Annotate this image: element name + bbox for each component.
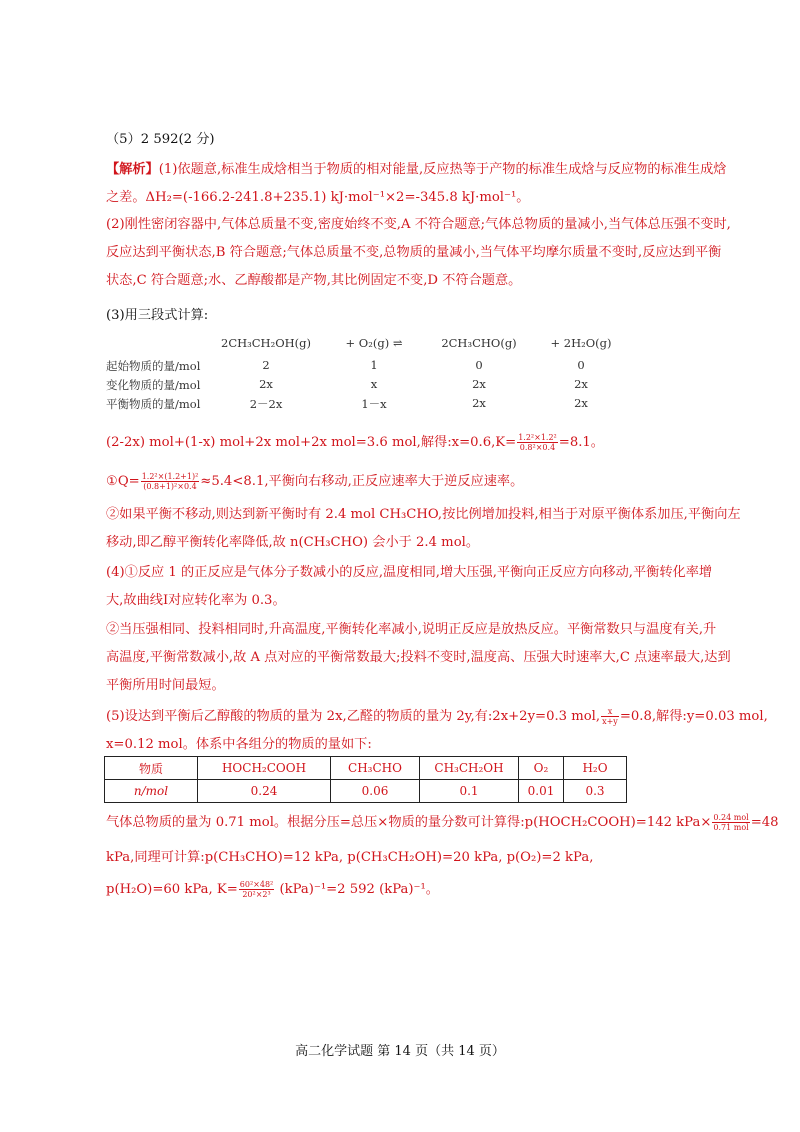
eq-cell: + O₂(g) ⇌: [345, 336, 403, 350]
fraction-denominator: 20²×2³: [242, 890, 271, 899]
eq-cell: 2x: [574, 396, 588, 410]
table-cell: 0.06: [331, 780, 420, 803]
table-cell: 物质: [105, 757, 198, 780]
analysis-line-16: [106, 707, 768, 726]
analysis-line-9: ②如果平衡不移动,则达到新平衡时有 2.4 mol CH₃CHO,按比例增加投料,相当于对原平衡体系加压,平衡向左: [106, 507, 741, 522]
eq-cell: 0: [577, 358, 585, 372]
fraction-denominator: (0.8+1)²×0.4: [143, 482, 197, 491]
solve-text: =0.8,解得:y=0.03 mol,: [619, 709, 768, 724]
fraction-numerator: x: [601, 707, 619, 717]
fraction-numerator: 60²×48²: [239, 880, 274, 889]
analysis-line-1: [106, 161, 727, 179]
table-cell: CH₃CHO: [331, 757, 420, 780]
eq-cell: 2: [262, 358, 270, 372]
analysis-line-13: ②当压强相同、投料相同时,升高温度,平衡转化率减小,说明正反应是放热反应。平衡常数只与温度有关,升: [106, 622, 717, 637]
analysis-line-17: x=0.12 mol。体系中各组分的物质的量如下:: [106, 737, 372, 752]
eq-cell: 1: [370, 358, 378, 372]
analysis-line-5: 状态,C 符合题意;水、乙醇酸都是产物,其比例固定不变,D 不符合题意。: [106, 273, 522, 288]
table-cell: CH₃CH₂OH: [420, 757, 519, 780]
analysis-line-14: 高温度,平衡常数减小,故 A 点对应的平衡常数最大;投料不变时,温度高、压强大时速率大,C 点速率最大,达到: [106, 650, 731, 665]
analysis-line-10: 移动,即乙醇平衡转化率降低,故 n(CH₃CHO) 会小于 2.4 mol。: [106, 535, 480, 550]
eq-cell: 2x: [472, 396, 486, 410]
pressure-text: 气体总物质的量为 0.71 mol。根据分压=总压×物质的量分数可计算得:p(HOCH₂COOH)=142 kPa×: [106, 815, 712, 830]
analysis-line-19: kPa,同理可计算:p(CH₃CHO)=12 kPa, p(CH₃CH₂OH)=20 kPa, p(O₂)=2 kPa,: [106, 850, 594, 865]
table-cell: 0.3: [564, 780, 627, 803]
eq-cell: 2x: [574, 377, 588, 391]
table-cell: 0.01: [519, 780, 564, 803]
eq-cell: 起始物质的量/mol: [106, 359, 201, 373]
analysis-line-18: [106, 813, 779, 832]
answer-5-score: （5）2 592(2 分): [106, 132, 215, 147]
kp-text: p(H₂O)=60 kPa, K=: [106, 882, 238, 897]
three-step-row: [106, 377, 666, 395]
fraction-denominator: 0.71 mol: [713, 823, 749, 832]
q-fraction: [141, 472, 200, 491]
fraction-numerator: 1.2²×(1.2+1)²: [141, 472, 199, 481]
eq-cell: 平衡物质的量/mol: [106, 397, 201, 411]
analysis-text-1: (1)依题意,标准生成焓相当于物质的相对能量,反应热等于产物的标准生成焓与反应物的标准生成焓: [158, 162, 727, 177]
three-step-row: [106, 396, 666, 414]
ratio-fraction: [601, 707, 619, 726]
setup-text: (5)设达到平衡后乙醇酸的物质的量为 2x,乙醛的物质的量为 2y,有:2x+2y=0.3 mol,: [106, 709, 601, 724]
pressure-result: =48: [750, 815, 779, 830]
amount-table: [104, 756, 627, 803]
three-step-row: [106, 358, 666, 376]
analysis-line-2: 之差。ΔH₂=(-166.2-241.8+235.1) kJ·mol⁻¹×2=-345.8 kJ·mol⁻¹。: [106, 190, 530, 205]
q-expression-text: ①Q=: [106, 474, 140, 489]
kp-result: (kPa)⁻¹=2 592 (kPa)⁻¹。: [275, 882, 439, 897]
eq-cell: 2x: [472, 377, 486, 391]
eq-cell: x: [370, 377, 378, 391]
table-cell: 0.1: [420, 780, 519, 803]
analysis-line-6: (3)用三段式计算:: [106, 308, 209, 323]
analysis-line-7: [106, 433, 604, 452]
q-result-text: ≈5.4<8.1,平衡向右移动,正反应速率大于逆反应速率。: [200, 474, 524, 489]
fraction-denominator: x+y: [602, 717, 618, 726]
analysis-tag: 【解析】: [106, 162, 159, 177]
three-step-header: [106, 336, 666, 354]
analysis-line-3: (2)刚性密闭容器中,气体总质量不变,密度始终不变,A 不符合题意;气体总物质的量减小,当气体总压强不变时,: [106, 217, 731, 232]
table-cell: HOCH₂COOH: [198, 757, 331, 780]
analysis-line-12: 大,故曲线Ⅰ对应转化率为 0.3。: [106, 593, 286, 608]
table-header-row: [105, 757, 627, 780]
eq-cell: 2－2x: [249, 397, 283, 411]
eq-cell: 1－x: [361, 397, 387, 411]
k-result-text: =8.1。: [558, 435, 604, 450]
eq-cell: 2x: [259, 377, 273, 391]
fraction-denominator: 0.8²×0.4: [519, 443, 556, 452]
eq-cell: 变化物质的量/mol: [106, 378, 201, 392]
eq-cell: + 2H₂O(g): [550, 336, 612, 350]
table-cell: O₂: [519, 757, 564, 780]
table-cell: H₂O: [564, 757, 627, 780]
analysis-line-11: (4)①反应 1 的正反应是气体分子数减小的反应,温度相同,增大压强,平衡向正反应方向移动,平衡转化率增: [106, 565, 713, 580]
page-footer: 高二化学试题 第 14 页（共 14 页）: [295, 1044, 505, 1059]
eq-cell: 2CH₃CHO(g): [441, 336, 517, 350]
table-cell: 0.24: [198, 780, 331, 803]
eq-cell: 2CH₃CH₂OH(g): [221, 336, 311, 350]
k-fraction: [517, 433, 558, 452]
analysis-line-4: 反应达到平衡状态,B 符合题意;气体总质量不变,总物质的量减小,当气体平均摩尔质量不变时,反应达到平衡: [106, 245, 722, 260]
k-expression-text: (2-2x) mol+(1-x) mol+2x mol+2x mol=3.6 mol,解得:x=0.6,K=: [106, 435, 517, 450]
analysis-line-8: [106, 472, 523, 491]
analysis-line-15: 平衡所用时间最短。: [106, 678, 225, 693]
kp-fraction: [239, 880, 274, 899]
table-row: [105, 780, 627, 803]
table-cell: n/mol: [105, 780, 198, 803]
fraction-pressure: [712, 813, 749, 832]
fraction-numerator: 0.24 mol: [713, 813, 749, 822]
fraction-numerator: 1.2²×1.2²: [518, 433, 557, 442]
analysis-line-20: [106, 880, 439, 899]
eq-cell: 0: [475, 358, 483, 372]
